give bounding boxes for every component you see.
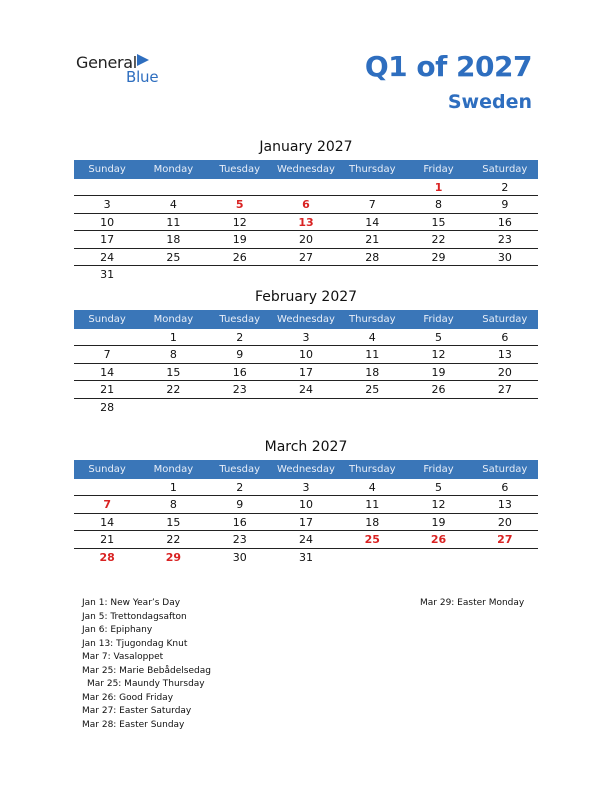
holiday-day-cell: 5 <box>235 198 244 212</box>
day-cell: 16 <box>232 365 247 379</box>
day-cell: 23 <box>232 383 247 397</box>
day-cell: 17 <box>298 365 313 379</box>
day-cell: 1 <box>169 331 177 344</box>
month-title: March 2027 <box>264 439 348 455</box>
weekday-header-monday: Monday <box>153 464 194 475</box>
week-row <box>74 514 538 531</box>
holiday-note: Mar 27: Easter Saturday <box>82 706 192 716</box>
day-cell: 17 <box>298 515 313 529</box>
day-cell: 30 <box>232 550 247 564</box>
day-cell: 24 <box>298 533 313 547</box>
empty-day-cell <box>140 399 206 416</box>
holiday-list <box>82 597 211 732</box>
holiday-day-cell: 27 <box>497 533 513 547</box>
day-cell: 25 <box>166 250 181 264</box>
empty-day-cell <box>140 179 206 195</box>
page-title: Q1 of 2027 <box>364 50 532 83</box>
empty-day-cell <box>405 399 471 416</box>
day-cell: 14 <box>100 365 115 379</box>
holiday-list-right <box>420 597 524 611</box>
day-cell: 30 <box>497 250 512 264</box>
holiday-day-cell: 1 <box>434 181 443 194</box>
empty-day-cell <box>339 179 405 195</box>
weekday-header-thursday: Thursday <box>349 164 396 175</box>
day-cell: 4 <box>368 331 376 344</box>
holiday-note: Mar 7: Vasaloppet <box>82 652 164 662</box>
empty-day-cell <box>273 399 339 416</box>
day-cell: 18 <box>365 365 380 379</box>
week-row <box>74 249 538 266</box>
day-cell: 19 <box>232 233 247 247</box>
empty-day-cell <box>207 266 273 283</box>
day-cell: 20 <box>497 365 512 379</box>
week-row <box>74 179 538 196</box>
day-cell: 16 <box>232 515 247 529</box>
weekday-header-thursday: Thursday <box>349 314 396 325</box>
month-title: January 2027 <box>259 139 353 155</box>
day-cell: 29 <box>431 250 446 264</box>
weekday-header-friday: Friday <box>423 164 454 175</box>
day-cell: 20 <box>298 233 313 247</box>
holiday-note: Jan 1: New Year’s Day <box>82 598 181 608</box>
day-cell: 22 <box>431 233 446 247</box>
weekday-header-wednesday: Wednesday <box>277 464 335 475</box>
day-cell: 9 <box>501 198 509 212</box>
day-cell: 28 <box>100 400 115 414</box>
day-cell: 8 <box>435 198 443 212</box>
day-cell: 23 <box>497 233 512 247</box>
week-row <box>74 399 538 416</box>
day-cell: 24 <box>100 250 115 264</box>
month-title: February 2027 <box>254 289 358 305</box>
weekday-header-sunday: Sunday <box>88 314 126 325</box>
week-row <box>74 381 538 398</box>
day-cell: 12 <box>431 498 446 512</box>
empty-day-cell <box>472 399 538 416</box>
week-row <box>74 266 538 283</box>
week-row <box>74 231 538 248</box>
day-cell: 14 <box>365 215 380 229</box>
day-cell: 22 <box>166 533 181 547</box>
weekday-header-monday: Monday <box>153 164 194 175</box>
day-cell: 7 <box>103 348 111 362</box>
weekday-header-thursday: Thursday <box>349 464 396 475</box>
day-cell: 10 <box>298 498 313 512</box>
week-row <box>74 329 538 346</box>
weekday-header-saturday: Saturday <box>482 314 528 325</box>
day-cell: 5 <box>435 331 443 344</box>
day-cell: 21 <box>100 533 115 547</box>
day-cell: 8 <box>169 498 177 512</box>
empty-day-cell <box>472 549 538 566</box>
weekday-header-sunday: Sunday <box>88 164 126 175</box>
weekday-header-saturday: Saturday <box>482 464 528 475</box>
weekday-header-tuesday: Tuesday <box>219 464 261 475</box>
empty-day-cell <box>74 179 140 195</box>
day-cell: 5 <box>435 481 443 494</box>
empty-day-cell <box>405 266 471 283</box>
day-cell: 21 <box>100 383 115 397</box>
day-cell: 12 <box>431 348 446 362</box>
day-cell: 2 <box>236 331 244 344</box>
day-cell: 27 <box>298 250 313 264</box>
day-cell: 6 <box>501 481 509 494</box>
holiday-note: Jan 6: Epiphany <box>82 625 153 635</box>
day-cell: 4 <box>169 198 177 212</box>
week-row <box>74 531 538 548</box>
day-cell: 11 <box>166 215 181 229</box>
weekday-header-monday: Monday <box>153 314 194 325</box>
weekday-header-tuesday: Tuesday <box>219 164 261 175</box>
day-cell: 2 <box>236 481 244 494</box>
day-cell: 14 <box>100 515 115 529</box>
week-row <box>74 364 538 381</box>
day-cell: 3 <box>103 198 111 212</box>
holiday-note: Mar 25: Marie Bebådelsedag <box>82 665 211 676</box>
week-row <box>74 549 538 566</box>
day-cell: 18 <box>365 515 380 529</box>
day-cell: 26 <box>232 250 247 264</box>
week-row <box>74 479 538 496</box>
holiday-day-cell: 13 <box>298 215 314 229</box>
day-cell: 23 <box>232 533 247 547</box>
day-cell: 26 <box>431 383 446 397</box>
week-row <box>74 214 538 231</box>
empty-day-cell <box>74 329 140 345</box>
empty-day-cell <box>140 266 206 283</box>
holiday-day-cell: 28 <box>99 550 115 564</box>
weekday-header-row <box>74 460 538 479</box>
day-cell: 13 <box>497 348 512 362</box>
weekday-header-row <box>74 160 538 179</box>
calendar-january <box>74 137 538 283</box>
day-cell: 16 <box>497 215 512 229</box>
day-cell: 24 <box>298 383 313 397</box>
day-cell: 31 <box>298 550 313 564</box>
country-name: Sweden <box>447 91 532 113</box>
day-cell: 8 <box>169 348 177 362</box>
holiday-day-cell: 7 <box>103 498 111 512</box>
day-cell: 19 <box>431 365 446 379</box>
day-cell: 18 <box>166 233 181 247</box>
day-cell: 20 <box>497 515 512 529</box>
day-cell: 10 <box>298 348 313 362</box>
weekday-header-sunday: Sunday <box>88 464 126 475</box>
day-cell: 6 <box>501 331 509 344</box>
holiday-note: Mar 29: Easter Monday <box>420 598 525 608</box>
day-cell: 15 <box>431 215 446 229</box>
holiday-day-cell: 6 <box>302 198 310 212</box>
empty-day-cell <box>405 549 471 566</box>
generalblue-logo <box>76 52 176 86</box>
day-cell: 3 <box>302 481 310 494</box>
day-cell: 22 <box>166 383 181 397</box>
empty-day-cell <box>339 399 405 416</box>
empty-day-cell <box>207 399 273 416</box>
logo-text-general: General <box>76 53 137 72</box>
logo-text-blue: Blue <box>126 68 159 86</box>
day-cell: 7 <box>368 198 376 212</box>
day-cell: 15 <box>166 515 181 529</box>
day-cell: 2 <box>501 181 509 194</box>
holiday-note: Jan 5: Trettondagsafton <box>82 611 187 622</box>
day-cell: 4 <box>368 481 376 494</box>
week-row <box>74 346 538 363</box>
holiday-day-cell: 29 <box>165 550 182 564</box>
empty-day-cell <box>273 179 339 195</box>
empty-day-cell <box>339 549 405 566</box>
day-cell: 1 <box>169 481 177 494</box>
weekday-header-row <box>74 310 538 329</box>
weekday-header-wednesday: Wednesday <box>277 314 335 325</box>
day-cell: 11 <box>365 498 380 512</box>
weekday-header-saturday: Saturday <box>482 164 528 175</box>
day-cell: 3 <box>302 331 310 344</box>
day-cell: 19 <box>431 515 446 529</box>
holiday-day-cell: 25 <box>364 533 380 547</box>
day-cell: 15 <box>166 365 181 379</box>
holiday-note: Mar 26: Good Friday <box>82 692 174 703</box>
weekday-header-friday: Friday <box>423 314 454 325</box>
day-cell: 28 <box>365 250 380 264</box>
weekday-header-wednesday: Wednesday <box>277 164 335 175</box>
day-cell: 31 <box>100 267 115 281</box>
week-row <box>74 196 538 213</box>
logo-flag-icon <box>137 54 149 68</box>
empty-day-cell <box>207 179 273 195</box>
day-cell: 11 <box>365 348 380 362</box>
empty-day-cell <box>339 266 405 283</box>
day-cell: 17 <box>100 233 115 247</box>
day-cell: 10 <box>100 215 115 229</box>
holiday-note: Mar 25: Maundy Thursday <box>87 679 205 689</box>
week-row <box>74 496 538 513</box>
day-cell: 13 <box>497 498 512 512</box>
day-cell: 9 <box>236 498 244 512</box>
weekday-header-tuesday: Tuesday <box>219 314 261 325</box>
empty-day-cell <box>273 266 339 283</box>
weekday-header-friday: Friday <box>423 464 454 475</box>
holiday-day-cell: 26 <box>430 533 447 547</box>
day-cell: 21 <box>365 233 380 247</box>
calendar-february <box>74 287 538 416</box>
day-cell: 12 <box>232 215 247 229</box>
holiday-note: Jan 13: Tjugondag Knut <box>82 638 188 649</box>
empty-day-cell <box>74 479 140 495</box>
day-cell: 25 <box>365 383 380 397</box>
empty-day-cell <box>472 266 538 283</box>
calendar-march <box>74 437 538 566</box>
day-cell: 9 <box>236 348 244 362</box>
holiday-note: Mar 28: Easter Sunday <box>82 719 185 730</box>
day-cell: 27 <box>497 383 512 397</box>
